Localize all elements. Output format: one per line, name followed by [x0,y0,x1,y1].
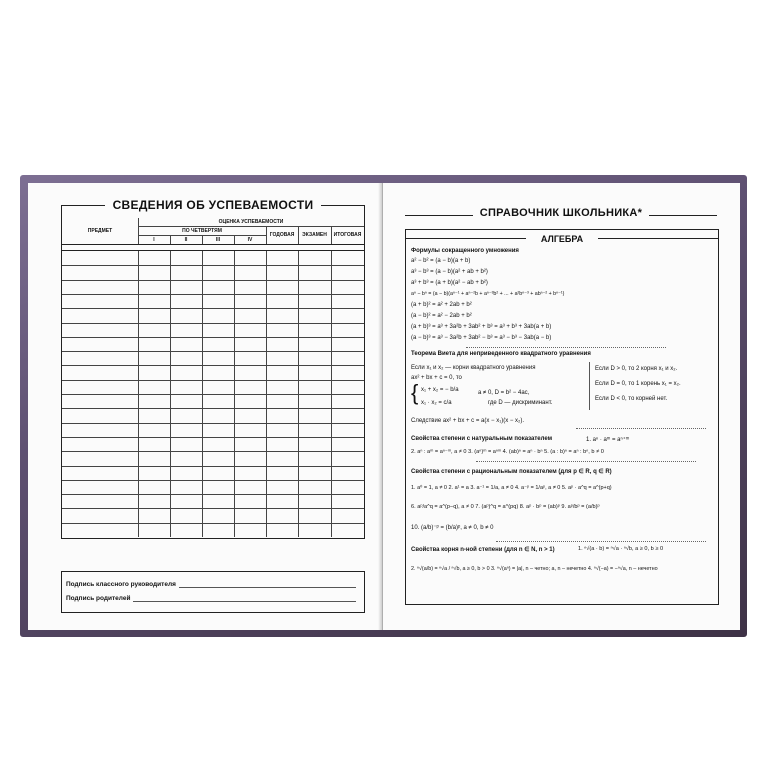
header-annual: ГОДОВАЯ [269,232,295,238]
vieta-product: x₁ · x₂ = c/a [421,400,452,406]
algebra-section-title: АЛГЕБРА [540,234,584,244]
grades-grid[interactable] [62,250,364,537]
parents-signature-label: Подпись родителей [66,595,131,602]
teacher-signature-label: Подпись классного руководителя [66,581,176,588]
rational-power-rules: 10. (a/b)⁻ᵖ = (b/a)ᵖ, a ≠ 0, b ≠ 0 [411,525,494,531]
vieta-title: Теорема Виета для неприведенного квадратного уравнения [411,351,591,357]
formula-line: (a + b)² = a² + 2ab + b² [411,302,472,308]
grid-row-line [62,337,364,338]
vieta-where: где D — дискриминант. [488,400,553,406]
right-page-title: СПРАВОЧНИК ШКОЛЬНИКА* [479,207,643,219]
header-quarters: ПО ЧЕТВЕРТЯМ [182,227,222,234]
formula-line: a³ + b³ = (a + b)(a² − ab + b²) [411,280,488,286]
grid-row-line [62,280,364,281]
natural-powers-title: Свойства степени с натуральным показателем [411,436,553,442]
right-page [383,183,740,630]
header-subject: ПРЕДМЕТ [87,228,113,234]
grid-row-line [62,365,364,366]
header-q1: I [153,236,155,243]
header-q4: IV [247,236,253,243]
formula-line: (a − b)³ = a³ − 3a²b + 3ab² − b³ = a³ − b³ − 3ab(a − b) [411,335,552,341]
grid-row-line [62,508,364,509]
vieta-condition: a ≠ 0, D = b² − 4ac, [478,390,530,396]
vieta-line: Если x₁ и x₂ — корни квадратного уравнения [411,365,536,371]
vieta-corollary: Следствие ax² + bx + c = a(x − x₁)(x − x₂). [411,418,525,424]
grid-row-line [62,380,364,381]
left-page-title: СВЕДЕНИЯ ОБ УСПЕВАЕМОСТИ [105,198,322,212]
header-grades: ОЦЕНКА УСПЕВАЕМОСТИ [218,219,284,225]
teacher-signature-line[interactable] [179,580,356,588]
header-q3: III [215,236,221,243]
grid-row-line [62,423,364,424]
rational-power-rules: 1. a⁰ = 1, a ≠ 0 2. a¹ = a 3. a⁻¹ = 1/a, a ≠ 0 4. a⁻ᵖ = 1/aᵖ, a ≠ 0 5. aᵖ · a^q = a^(p+q) [411,485,612,491]
grid-row-line [62,480,364,481]
discriminant-rule: Если D < 0, то корней нет. [595,396,668,402]
grades-table-header [62,218,364,245]
discriminant-rule: Если D > 0, то 2 корня x₁ и x₂. [595,366,678,372]
natural-power-rules: 2. aⁿ : aᵐ = aⁿ⁻ᵐ, a ≠ 0 3. (aⁿ)ᵐ = aⁿᵐ 4. (ab)ⁿ = aⁿ · bⁿ 5. (a : b)ⁿ = aⁿ : bⁿ, b ≠ 0 [411,449,604,455]
formula-line: aⁿ − bⁿ = (a − b)(aⁿ⁻¹ + aⁿ⁻²b + aⁿ⁻³b² + ... + a²bⁿ⁻³ + abⁿ⁻² + bⁿ⁻¹) [411,291,565,297]
grid-row-line [62,265,364,266]
grades-table [61,198,365,539]
root-properties-title: Свойства корня n-ной степени (для n ∈ N, n > 1) [411,547,555,553]
grid-row-line [62,351,364,352]
grid-row-line [62,408,364,409]
formulas-title: Формулы сокращенного умножения [411,248,519,254]
formula-line: (a − b)² = a² − 2ab + b² [411,313,472,319]
grid-row-line [62,451,364,452]
grid-row-line [62,523,364,524]
vieta-line: ax² + bx + c = 0, то [411,375,462,381]
grid-row-line [62,494,364,495]
parents-signature-line[interactable] [133,594,356,602]
grid-row-line [62,294,364,295]
natural-power-rule: 1. aⁿ · aᵐ = aⁿ⁺ᵐ [586,437,630,443]
vieta-sum: x₁ + x₂ = − b/a [421,387,459,393]
formula-line: (a + b)³ = a³ + 3a²b + 3ab² + b³ = a³ + b³ + 3ab(a + b) [411,324,552,330]
header-exam: ЭКЗАМЕН [302,232,327,238]
reference-frame: АЛГЕБРА Формулы сокращенного умножения a² − b² = (a − b)(a + b) a³ − b³ = (a − b)(a² + ab + b²) a³ + b³ = (a + b)(a² − ab + b²) aⁿ − bⁿ = (a − b)(aⁿ⁻¹ + aⁿ⁻²b + aⁿ⁻³b² + ... + a²bⁿ⁻³ + abⁿ⁻² + bⁿ⁻¹) (a + b)² = a² + 2ab + b² (a − b)² = a² − 2ab + b² (a + b)³ = a³ + 3a²b + 3ab² + b³ = a³ + b³ + 3ab(a + b) (a − b)³ = a³ − 3a²b + 3ab² − b³ = a³ − b³ − 3ab(a − b) Теорема Виета для неприведенного квадратного уравнения Если x₁ и x₂ — корни квадратного уравнения ax² + bx + c = 0, то { x₁ + x₂ = − b/a x₁ · x₂ = c/a a ≠ 0, D = b² − 4ac, где D — дискриминант. Следствие ax² + bx + c = a(x − x₁)(x − x₂). Если D > 0, то 2 корня x₁ и x₂. Если D = 0, то 1 корень x₁ = x₂. Если D < 0, то корней нет. Свойства степени с натуральным показателем 1. aⁿ · aᵐ = aⁿ⁺ᵐ 2. aⁿ : aᵐ = aⁿ⁻ᵐ, a ≠ 0 3. (aⁿ)ᵐ = aⁿᵐ 4. (ab)ⁿ = aⁿ · bⁿ 5. (a : b)ⁿ = aⁿ : bⁿ, b ≠ 0 Свойства степени с рациональным показателем (для p ∈ R, q ∈ R) 1. a⁰ = 1, a ≠ 0 2. a¹ = a 3. a⁻¹ = 1/a, a ≠ 0 4. a⁻ᵖ = 1/aᵖ, a ≠ 0 5. aᵖ · a^q = a^(p+q) 6. aᵖ/a^q = a^(p−q), a ≠ 0 7. (aᵖ)^q = a^(pq) 8. aᵖ · bᵖ = (ab)ᵖ 9. aᵖ/bᵖ = (a/b)ᵖ 10. (a/b)⁻ᵖ = (b/a)ᵖ, a ≠ 0, b ≠ 0 Свойства корня n-ной степени (для n ∈ N, n > 1) 1. ⁿ√(a · b) = ⁿ√a · ⁿ√b, a ≥ 0, b ≥ 0 2. ⁿ√(a/b) = ⁿ√a / ⁿ√b, a ≥ 0, b > 0 3. ⁿ√(aⁿ) = |a|, n – четно; a, n – нечетно 4. ⁿ√(−a) = −ⁿ√a, n – нечетно [405,229,719,605]
formula-line: a³ − b³ = (a − b)(a² + ab + b²) [411,269,488,275]
grid-row-line [62,437,364,438]
root-property: 1. ⁿ√(a · b) = ⁿ√a · ⁿ√b, a ≥ 0, b ≥ 0 [578,546,664,552]
signatures-box [61,571,365,613]
rational-power-rules: 6. aᵖ/a^q = a^(p−q), a ≠ 0 7. (aᵖ)^q = a^(pq) 8. aᵖ · bᵖ = (ab)ᵖ 9. aᵖ/bᵖ = (a/b)ᵖ [411,504,600,510]
grid-row-line [62,466,364,467]
left-page [28,183,383,630]
discriminant-rule: Если D = 0, то 1 корень x₁ = x₂. [595,381,681,387]
grid-row-line [62,308,364,309]
header-final: ИТОГОВАЯ [333,232,362,238]
grid-row-line [62,323,364,324]
rational-powers-title: Свойства степени с рациональным показателем (для p ∈ R, q ∈ R) [411,469,612,475]
grid-row-line [62,394,364,395]
root-properties: 2. ⁿ√(a/b) = ⁿ√a / ⁿ√b, a ≥ 0, b > 0 3. ⁿ√(aⁿ) = |a|, n – четно; a, n – нечетно 4. ⁿ√(−a) = −ⁿ√a, n – нечетно [411,566,658,572]
header-q2: II [184,236,188,243]
formula-line: a² − b² = (a − b)(a + b) [411,258,471,264]
